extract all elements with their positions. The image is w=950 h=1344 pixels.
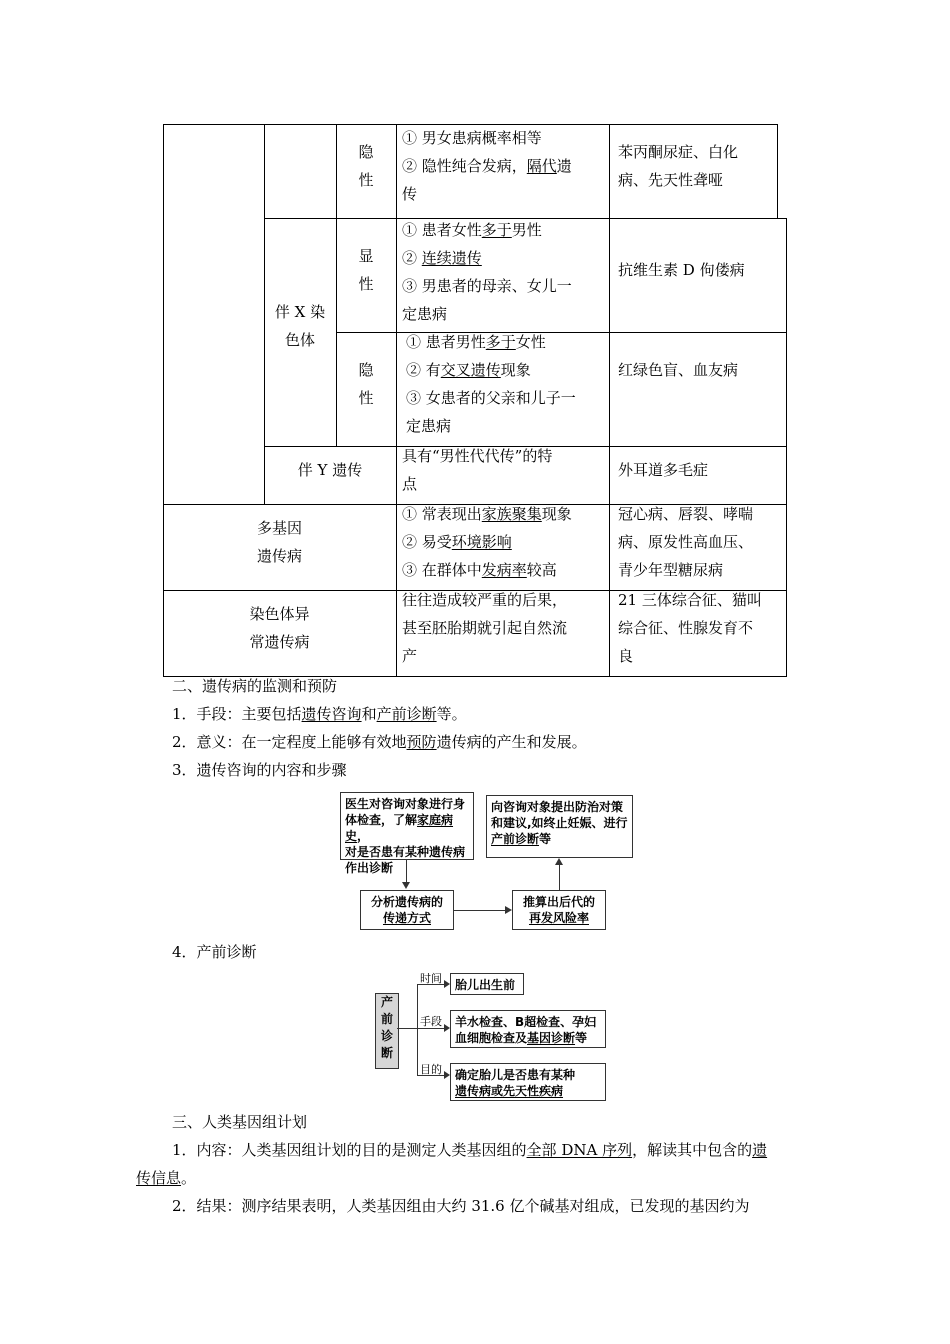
examples-cell: 21 三体综合征、猫叫 综合征、性腺发育不 良 xyxy=(618,591,762,665)
branch-label: 时间 xyxy=(420,972,442,985)
flow-box-diagnosis: 医生对咨询对象进行身 体检查，了解家庭病史， 对是否患有某种遗传病 作出诊断 xyxy=(340,792,474,860)
features-cell: ① 患者男性多于女性 ② 有交叉遗传现象 ③ 女患者的父亲和儿子一 定患病 xyxy=(406,333,576,435)
arrow-up-icon xyxy=(555,858,563,865)
paragraph: 4．产前诊断 xyxy=(172,943,257,961)
arrow-down-icon xyxy=(402,882,410,889)
x-linked-label: 伴 X 染 色体 xyxy=(274,303,326,349)
examples-cell: 冠心病、唇裂、哮喘 病、原发性高血压、 青少年型糖尿病 xyxy=(618,505,754,579)
arrow-right-icon xyxy=(505,906,512,914)
arrow-right xyxy=(454,910,506,911)
features-cell: 具有“男性代代传”的特 点 xyxy=(402,447,553,493)
chromosomal-label: 染色体异 常遗传病 xyxy=(249,605,310,651)
example-cell: 外耳道多毛症 xyxy=(618,461,709,479)
example-cell: 红绿色盲、血友病 xyxy=(618,361,739,379)
flow-box-risk: 推算出后代的 再发风险率 xyxy=(512,890,606,930)
y-linked-label: 伴 Y 遗传 xyxy=(297,461,363,479)
arrow-down xyxy=(406,860,407,884)
features-cell: ① 男女患病概率相等 ② 隐性纯合发病，隔代遗 传 xyxy=(402,129,572,203)
type-label: 隐 xyxy=(358,143,374,161)
prenatal-time-box: 胎儿出生前 xyxy=(450,973,524,995)
type-label: 性 xyxy=(358,171,374,189)
paragraph: 传信息。 xyxy=(136,1169,197,1187)
features-cell: ① 患者女性多于男性 ② 连续遗传 ③ 男患者的母亲、女儿一 定患病 xyxy=(402,221,572,323)
arrow-up xyxy=(559,865,560,890)
prenatal-root-box: 产 前 诊 断 xyxy=(375,993,399,1069)
features-cell: ① 常表现出家族聚集现象 ② 易受环境影响 ③ 在群体中发病率较高 xyxy=(402,505,572,579)
polygenic-label: 多基因 遗传病 xyxy=(256,519,302,565)
examples-cell: 苯丙酮尿症、白化 病、先天性聋哑 xyxy=(618,143,739,189)
paragraph: 3．遗传咨询的内容和步骤 xyxy=(172,761,347,779)
paragraph: 2．结果：测序结果表明，人类基因组由大约 31.6 亿个碱基对组成，已发现的基因约为 xyxy=(172,1197,750,1215)
prenatal-means-box: 羊水检查、B超检查、孕妇 血细胞检查及基因诊断等 xyxy=(450,1010,606,1048)
features-cell: 往往造成较严重的后果， 甚至胚胎期就引起自然流 产 xyxy=(402,591,568,665)
example-cell: 抗维生素 D 佝偻病 xyxy=(618,261,745,279)
branch-label: 目的 xyxy=(420,1063,442,1076)
recessive-label: 隐 性 xyxy=(358,361,374,407)
branch-label: 手段 xyxy=(420,1015,442,1028)
dominant-label: 显 性 xyxy=(358,247,374,293)
paragraph: 2．意义：在一定程度上能够有效地预防遗传病的产生和发展。 xyxy=(172,733,587,751)
paragraph: 1．内容：人类基因组计划的目的是测定人类基因组的全部 DNA 序列，解读其中包含的遗 xyxy=(172,1141,768,1159)
section-heading: 三、人类基因组计划 xyxy=(172,1113,308,1131)
flow-box-advice: 向咨询对象提出防治对策 和建议,如终止妊娠、进行 产前诊断等 xyxy=(486,795,633,858)
flow-box-analysis: 分析遗传病的 传递方式 xyxy=(360,890,454,930)
prenatal-purpose-box: 确定胎儿是否患有某种 遗传病或先天性疾病 xyxy=(450,1063,606,1101)
paragraph: 1．手段：主要包括遗传咨询和产前诊断等。 xyxy=(172,705,467,723)
section-heading: 二、遗传病的监测和预防 xyxy=(172,677,338,695)
